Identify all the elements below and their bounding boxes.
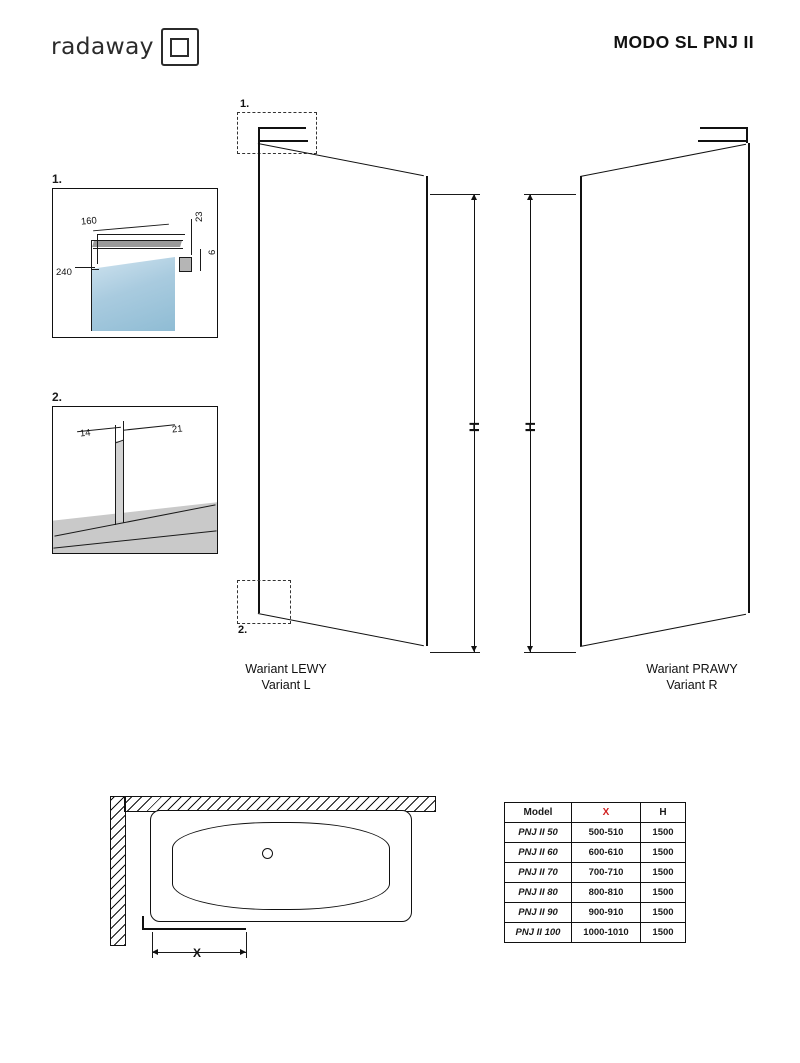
detail-1-dim-6: 6 — [207, 249, 218, 255]
table-row — [505, 883, 686, 903]
table-cell-x: 500-510 — [572, 823, 641, 843]
table-cell-model: PNJ II 70 — [505, 863, 572, 883]
detail-1-arm-upper — [97, 234, 185, 235]
left-h-ext-bottom — [430, 652, 480, 653]
plan-panel-wall-profile — [142, 916, 144, 930]
table-row — [505, 863, 686, 883]
detail-1-arm-left — [91, 240, 92, 270]
left-bracket-top — [258, 127, 306, 129]
table-header-row — [505, 803, 686, 823]
detail-1-clamp-right — [191, 257, 192, 272]
right-caption-pl: Wariant PRAWY — [646, 662, 738, 676]
right-h-ext-bottom — [524, 652, 576, 653]
left-variant-caption — [196, 662, 376, 692]
detail-1-dim-6-line — [200, 249, 201, 271]
left-detail-2-callout — [237, 580, 291, 624]
plan-tub-inner — [172, 822, 390, 910]
table-cell-x: 700-710 — [572, 863, 641, 883]
right-bracket-bottom — [698, 140, 748, 142]
table-header-h: H — [641, 803, 686, 823]
left-caption-en: Variant L — [261, 678, 311, 692]
table-header-model: Model — [505, 803, 572, 823]
plan-wall-left — [110, 796, 126, 946]
right-panel-bottom-edge — [580, 614, 746, 647]
detail-2-glass — [115, 441, 123, 521]
brand-logo — [52, 28, 199, 66]
table-cell-x: 900-910 — [572, 903, 641, 923]
right-h-label: H — [522, 421, 538, 432]
plan-panel-glass — [142, 928, 246, 930]
detail-1-clamp-left — [179, 257, 180, 272]
plan-x-label: X — [193, 946, 202, 960]
left-h-label: H — [466, 421, 482, 432]
table-cell-x: 1000-1010 — [572, 923, 641, 943]
detail-1-number: 1. — [52, 172, 63, 186]
detail-1-glass-edge — [91, 269, 92, 331]
detail-2-number: 2. — [52, 390, 63, 404]
right-caption-en: Variant R — [666, 678, 718, 692]
left-bracket-bottom — [258, 140, 308, 142]
table-row — [505, 903, 686, 923]
right-bracket-right — [746, 127, 748, 143]
spec-table — [504, 802, 686, 943]
table-cell-h: 1500 — [641, 863, 686, 883]
detail-1-bracket-arm — [92, 241, 182, 247]
table-cell-h: 1500 — [641, 903, 686, 923]
table-cell-x: 600-610 — [572, 843, 641, 863]
right-panel-edge-front — [748, 143, 750, 613]
detail-1-clamp — [179, 257, 191, 271]
left-h-ext-top — [430, 194, 480, 195]
table-cell-model: PNJ II 50 — [505, 823, 572, 843]
table-cell-h: 1500 — [641, 843, 686, 863]
right-variant-caption — [602, 662, 782, 692]
left-panel-top-edge — [258, 143, 424, 176]
table-cell-model: PNJ II 100 — [505, 923, 572, 943]
detail-1-dim-240: 240 — [56, 267, 72, 278]
detail-2-glass-left — [115, 441, 116, 525]
table-cell-h: 1500 — [641, 823, 686, 843]
detail-1-dim-240-line — [75, 267, 95, 268]
left-bracket-left — [258, 127, 260, 143]
detail-2-ext-1 — [115, 425, 116, 445]
detail-2-dim-21: 21 — [171, 423, 184, 436]
page-title: MODO SL PNJ II — [613, 32, 754, 52]
detail-1-arm-top — [91, 240, 183, 241]
table-cell-h: 1500 — [641, 923, 686, 943]
detail-2-dim-21-line — [123, 424, 175, 430]
right-panel-top-edge — [580, 144, 746, 177]
detail-1-dim-23-line — [191, 219, 192, 255]
detail-1-arm-left2 — [97, 234, 98, 264]
left-caption-pl: Wariant LEWY — [245, 662, 327, 676]
right-panel-edge-back — [580, 176, 582, 646]
detail-1-dim-160-line — [93, 224, 169, 232]
left-panel-edge-back — [426, 176, 428, 646]
table-cell-x: 800-810 — [572, 883, 641, 903]
plan-x-ext-right — [246, 932, 247, 958]
detail-1-arm-bottom — [93, 248, 183, 249]
detail-1-dim-23: 23 — [194, 211, 205, 222]
table-cell-h: 1500 — [641, 883, 686, 903]
table-cell-model: PNJ II 60 — [505, 843, 572, 863]
table-row — [505, 823, 686, 843]
table-header-x: X — [572, 803, 641, 823]
brand-wordmark: radaway — [50, 34, 154, 60]
detail-2-ext-2 — [123, 421, 124, 441]
left-marker-1: 1. — [240, 98, 250, 110]
plan-x-ext-left — [152, 932, 153, 958]
right-bracket-top — [700, 127, 748, 129]
detail-2-panel — [52, 406, 218, 554]
right-h-ext-top — [524, 194, 576, 195]
detail-1-dim-160: 160 — [80, 215, 98, 228]
detail-2-glass-right — [123, 437, 124, 523]
table-cell-model: PNJ II 90 — [505, 903, 572, 923]
table-cell-model: PNJ II 80 — [505, 883, 572, 903]
detail-1-arm-foot — [91, 269, 99, 270]
table-row — [505, 843, 686, 863]
detail-1-glass — [91, 257, 175, 331]
plan-drain-icon — [262, 848, 273, 859]
detail-2-dim-14: 14 — [79, 427, 92, 440]
table-row — [505, 923, 686, 943]
radaway-logo-square-icon — [161, 28, 199, 66]
left-panel-edge-front — [258, 143, 260, 613]
left-marker-2: 2. — [238, 624, 248, 636]
